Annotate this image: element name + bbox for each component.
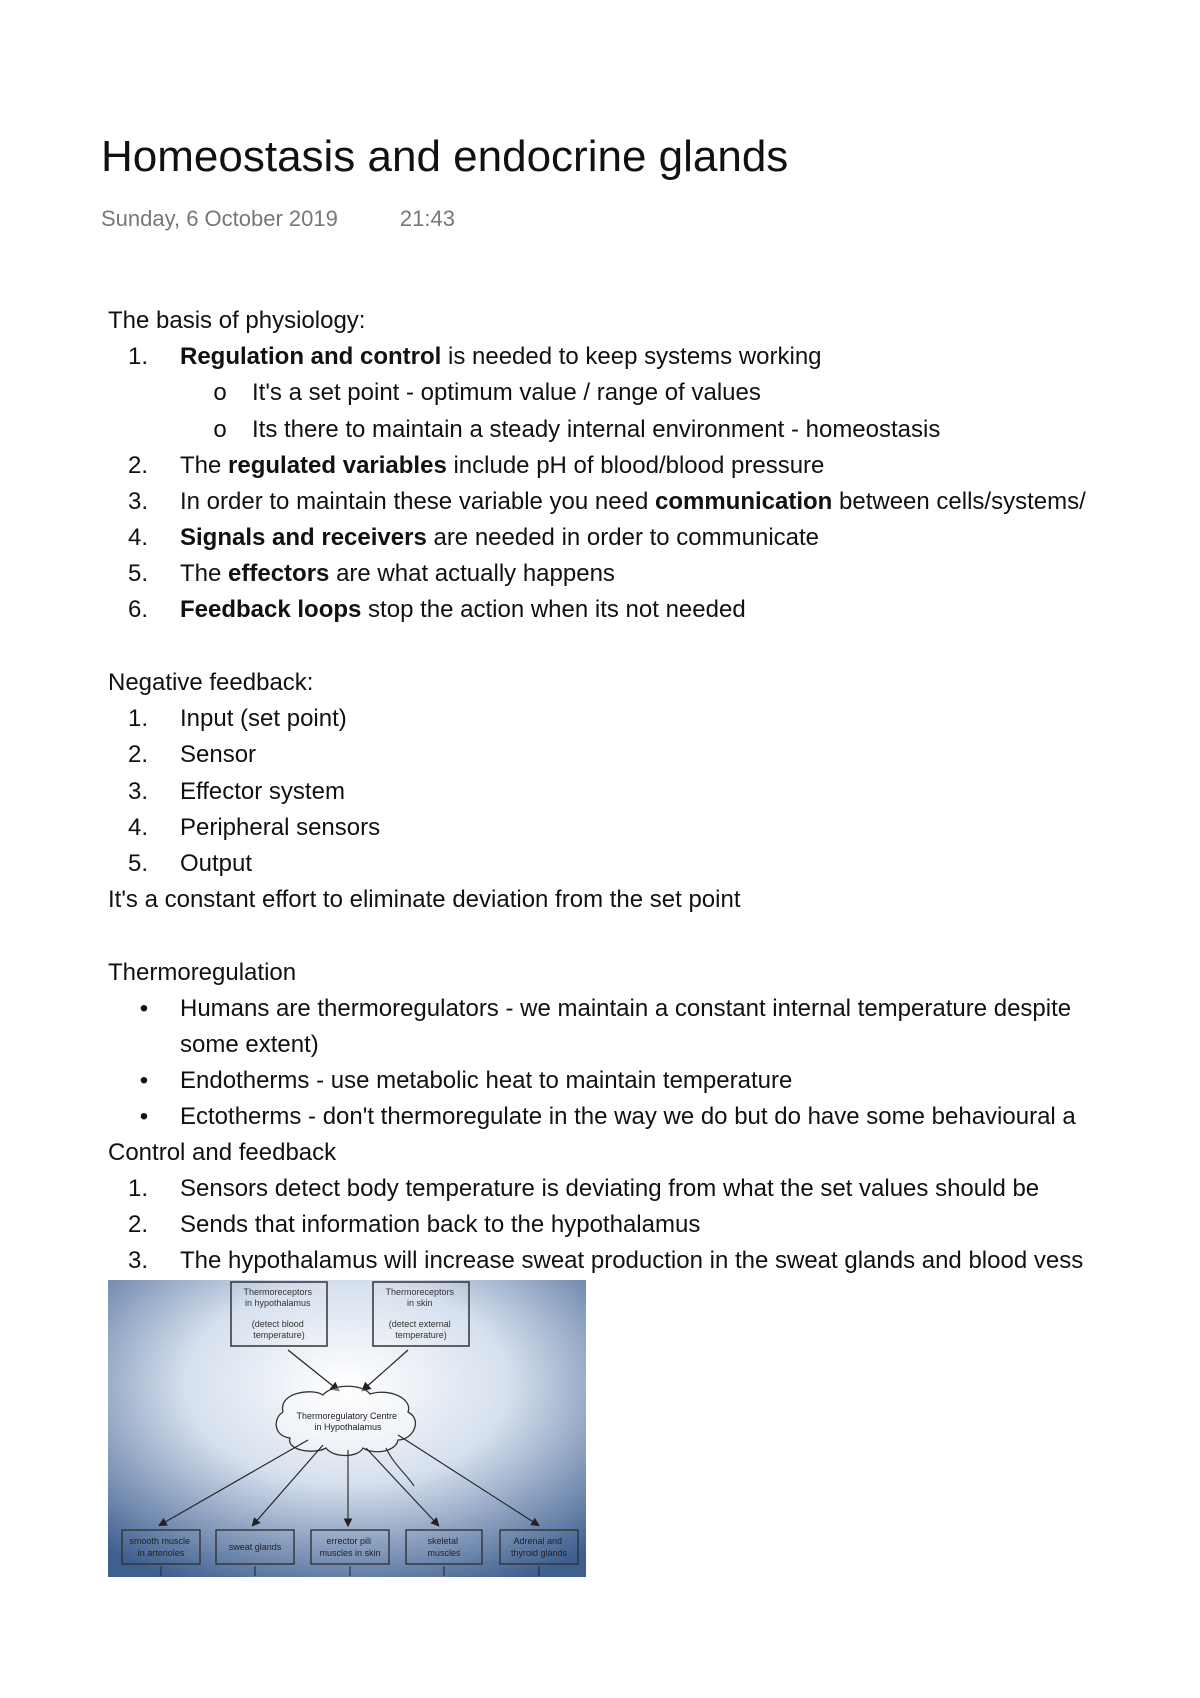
centre-label: Thermoregulatory Centre in Hypothalamus (296, 1411, 398, 1432)
physiology-heading: The basis of physiology: (108, 307, 366, 334)
notebook-page: Homeostasis and endocrine glands Sunday, 6 October 2019 21:43 The basis of physiology: 1. Regulation and control is needed to keep systems working o It's a set point - optimum value / range of values o Its there to maintain a steady internal environment - homeostasis 2. The regulated variables include pH of blood/blood pressure 3. In order to maintain these variable you need communication between cells/systems/ 4. Signals and receivers are needed in order to communicate 5. The effectors are what actually happens 6. Feedback loops stop the action when its not needed Negative feedback: 1. Input (set point) 2. Sensor 3. Effector system 4. Peripheral sensors 5. Output It's a constant effort to eliminate deviation from the set point Thermoregulation • Humans are thermoregulators - we maintain a constant internal temperature despite some extent) • Endotherms - use metabolic heat to maintain temperature • Ectotherms - don't thermoregulate in the way we do but do have some behavioural a Control and feedback 1. Sensors detect body temperature is deviating from what the set values should be 2. Sends that information back to the hypothalamus 3. The hypothalamus will increase sweat production in the sweat glands and blood vess Thermoreceptors in hypothalamus (detect blood temperature) Thermoreceptors in skin (detect external temperature) Thermoregulatory Centre in Hypothalamus smooth muscle in arterioles sweat glands errector pili muscles in skin skeletal muscles Adrenal and thyroid glands (0, 0, 1200, 1698)
thermoregulation-diagram (108, 1280, 586, 1577)
negative-feedback-summary: It's a constant effort to eliminate deviation from the set point (108, 886, 741, 913)
page-time: 21:43 (399, 206, 455, 231)
receptor-label-hypothalamus: Thermoreceptors in hypothalamus (detect blood temperature) (243, 1287, 313, 1340)
page-date: Sunday, 6 October 2019 (101, 206, 338, 231)
page-timestamp (101, 206, 455, 232)
svg-text:Adrenal and thyroid: Adrenal and thyroid glands (510, 1536, 568, 1558)
page-title: Homeostasis and endocrine glands (101, 132, 789, 181)
thermoregulation-heading: Thermoregulation (108, 959, 297, 986)
control-heading: Control and feedback (108, 1139, 337, 1166)
negative-feedback-heading: Negative feedback: (108, 669, 314, 696)
receptor-label-skin: Thermoreceptors in skin (detect external temperature) (385, 1287, 455, 1340)
svg-text:smooth muscle in art: smooth muscle in arterioles (129, 1536, 191, 1558)
svg-text:skeletal muscles: skeletal muscles (427, 1536, 461, 1558)
svg-text:sweat glands: sweat glands (228, 1542, 282, 1552)
svg-text:errector pili muscle: errector pili muscles in skin (319, 1536, 381, 1558)
